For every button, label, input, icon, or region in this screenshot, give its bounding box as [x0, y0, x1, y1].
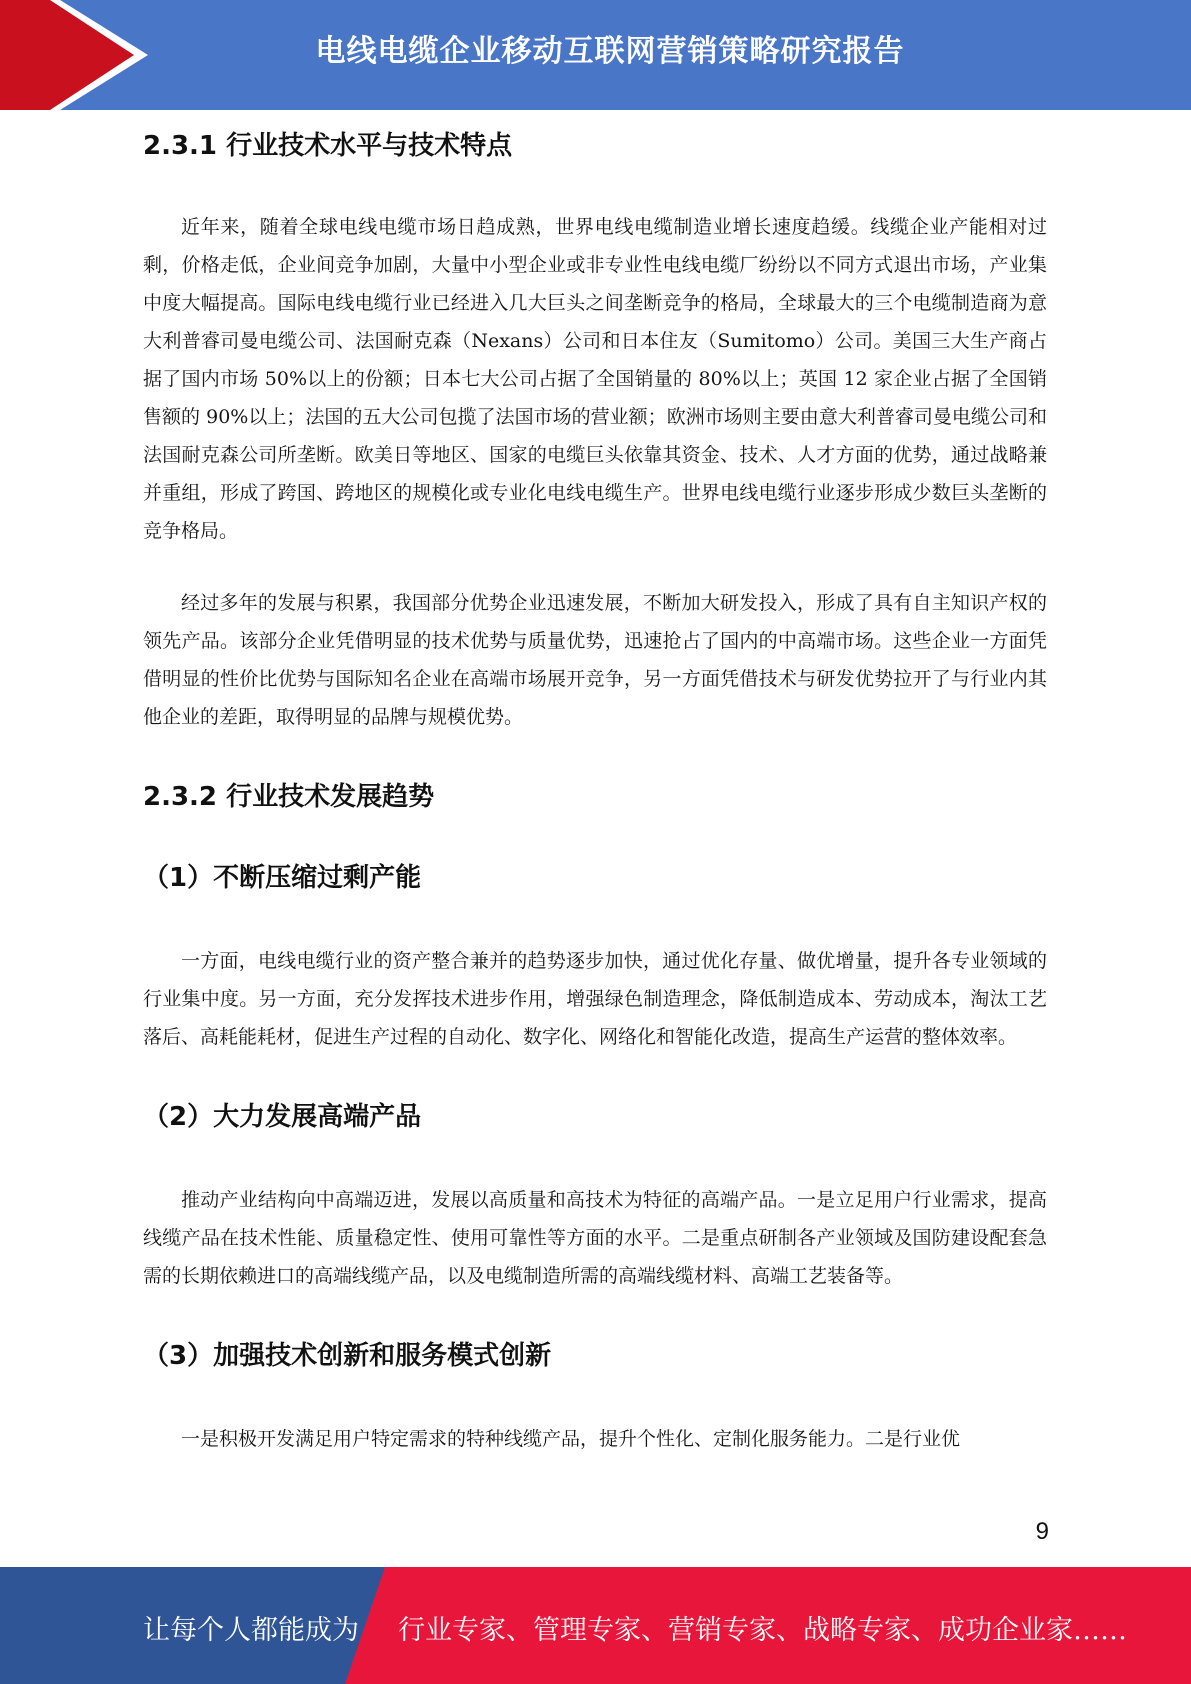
paragraph: 推动产业结构向中高端迈进，发展以高质量和高技术为特征的高端产品。一是立足用户行业需求，提高线缆产品在技术性能、质量稳定性、使用可靠性等方面的水平。二是重点研制各产业领域及国防建设配套急需的长期依赖进口的高端线缆产品，以及电缆制造所需的高端线缆材料、高端工艺装备等。: [143, 1189, 1047, 1287]
document-body: [143, 125, 1047, 1458]
header-title: 电线电缆企业移动互联网营销策略研究报告: [315, 34, 905, 69]
paragraph: 经过多年的发展与积累，我国部分优势企业迅速发展，不断加大研发投入，形成了具有自主知识产权的领先产品。该部分企业凭借明显的技术优势与质量优势，迅速抢占了国内的中高端市场。这些企业一方面凭借明显的性价比优势与国际知名企业在高端市场展开竞争，另一方面凭借技术与研发优势拉开了与行业内其他企业的差距，取得明显的品牌与规模优势。: [143, 592, 1047, 728]
footer-slogan-left: 让每个人都能成为: [143, 1615, 359, 1646]
section-heading-2-3-1: 2.3.1 行业技术水平与技术特点: [143, 131, 513, 161]
sub-heading-3: （3）加强技术创新和服务模式创新: [143, 1341, 552, 1371]
page-number: 9: [1035, 1518, 1049, 1545]
paragraph: 一方面，电线电缆行业的资产整合兼并的趋势逐步加快，通过优化存量、做优增量，提升各专业领域的行业集中度。另一方面，充分发挥技术进步作用，增强绿色制造理念，降低制造成本、劳动成本，淘汰工艺落后、高耗能耗材，促进生产过程的自动化、数字化、网络化和智能化改造，提高生产运营的整体效率。: [143, 950, 1047, 1048]
paragraph: 近年来，随着全球电线电缆市场日趋成熟，世界电线电缆制造业增长速度趋缓。线缆企业产能相对过剩，价格走低，企业间竞争加剧，大量中小型企业或非专业性电线电缆厂纷纷以不同方式退出市场，产业集中度大幅提高。国际电线电缆行业已经进入几大巨头之间垄断竞争的格局，全球最大的三个电缆制造商为意大利普睿司曼电缆公司、法国耐克森（Nexans）公司和日本住友（Sumitomo）公司。美国三大生产商占据了国内市场 50%以上的份额；日本七大公司占据了全国销量的 80%以上；英国 12 家企业占据了全国销售额的 90%以上；法国的五大公司包揽了法国市场的营业额；欧洲市场则主要由意大利普睿司曼电缆公司和法国耐克森公司所垄断。欧美日等地区、国家的电缆巨头依靠其资金、技术、人才方面的优势，通过战略兼并重组，形成了跨国、跨地区的规模化或专业化电线电缆生产。世界电线电缆行业逐步形成少数巨头垄断的竞争格局。: [143, 216, 1047, 542]
paragraph: 一是积极开发满足用户特定需求的特种线缆产品，提升个性化、定制化服务能力。二是行业优: [181, 1428, 961, 1450]
footer-slogan-right: 行业专家、管理专家、营销专家、战略专家、成功企业家……: [398, 1615, 1127, 1646]
page-header: [0, 0, 1191, 110]
sub-heading-2: （2）大力发展高端产品: [143, 1102, 422, 1132]
section-heading-2-3-2: 2.3.2 行业技术发展趋势: [143, 782, 435, 812]
page-footer: [0, 1567, 1191, 1684]
header-arrow-icon: [0, 0, 150, 110]
sub-heading-1: （1）不断压缩过剩产能: [143, 863, 422, 893]
